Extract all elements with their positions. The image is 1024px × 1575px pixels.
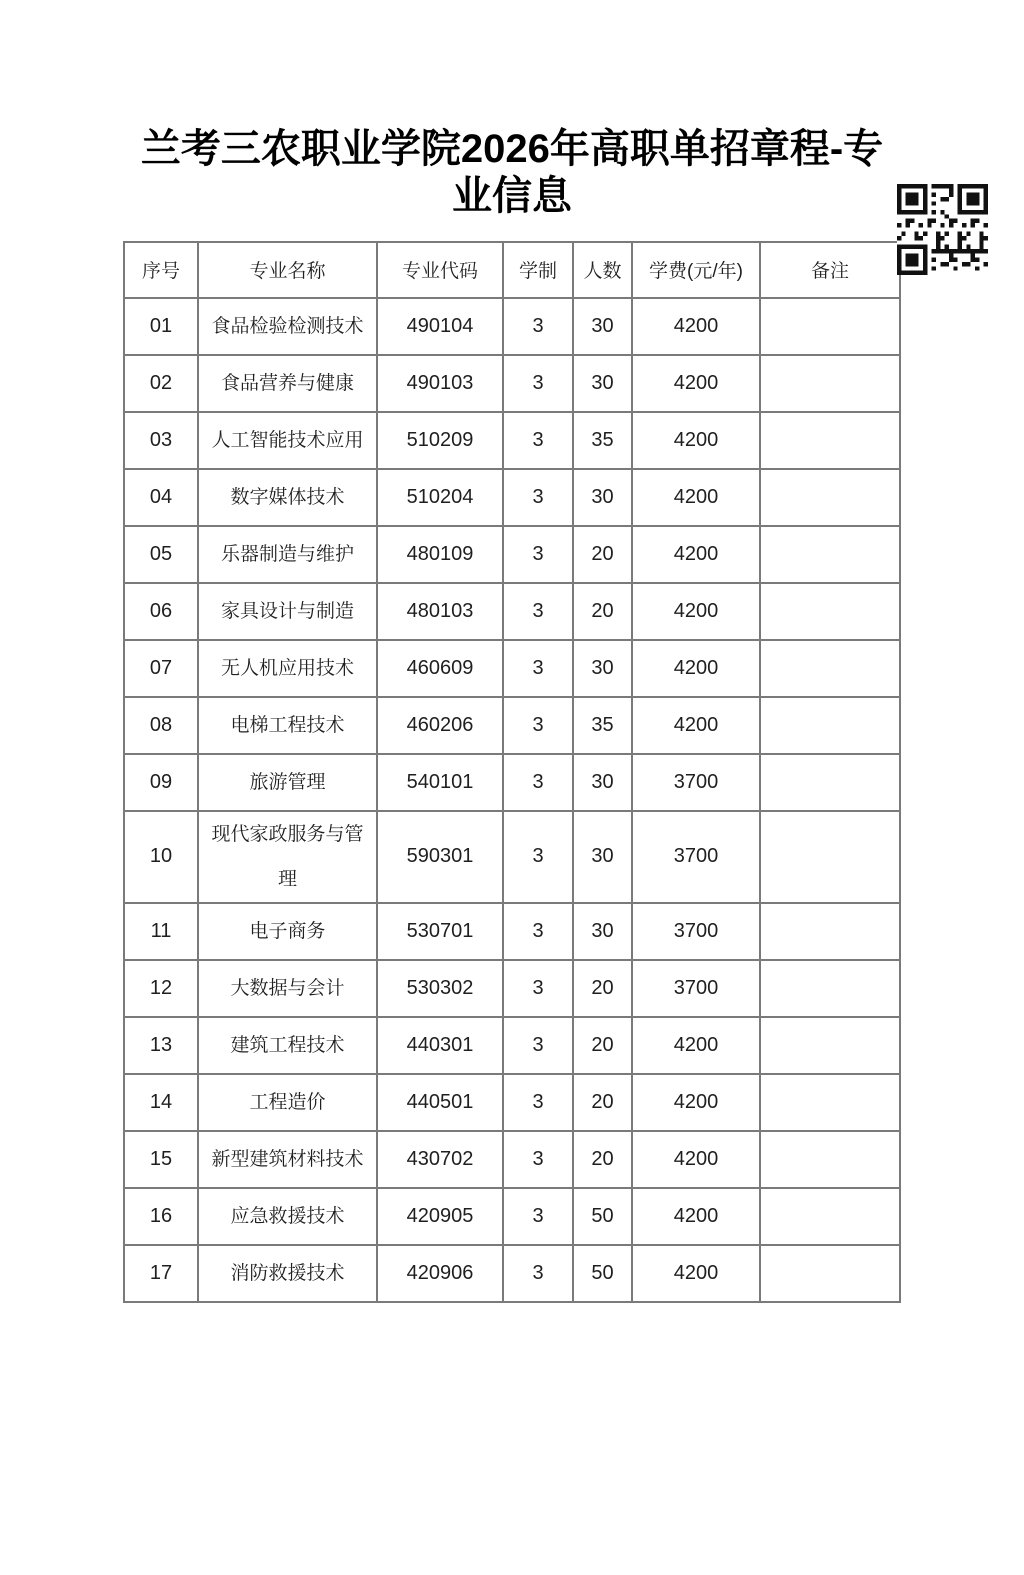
cell-major-code: 440301 (377, 1017, 503, 1074)
cell-major-code: 590301 (377, 811, 503, 903)
cell-enrollment: 20 (573, 960, 632, 1017)
cell-remarks (760, 583, 900, 640)
cell-duration: 3 (503, 640, 573, 697)
cell-duration: 3 (503, 1131, 573, 1188)
cell-remarks (760, 697, 900, 754)
cell-tuition: 4200 (632, 1017, 760, 1074)
cell-enrollment: 30 (573, 298, 632, 355)
cell-remarks (760, 1074, 900, 1131)
cell-major-code: 430702 (377, 1131, 503, 1188)
cell-remarks (760, 811, 900, 903)
cell-major-code: 540101 (377, 754, 503, 811)
cell-enrollment: 35 (573, 697, 632, 754)
cell-major-code: 460609 (377, 640, 503, 697)
cell-duration: 3 (503, 1245, 573, 1302)
cell-duration: 3 (503, 412, 573, 469)
table-row (124, 1245, 900, 1302)
table-row (124, 469, 900, 526)
cell-duration: 3 (503, 697, 573, 754)
cell-duration: 3 (503, 469, 573, 526)
cell-major-code: 420906 (377, 1245, 503, 1302)
cell-remarks (760, 469, 900, 526)
cell-major-code: 490103 (377, 355, 503, 412)
cell-duration: 3 (503, 355, 573, 412)
cell-index: 10 (124, 811, 198, 903)
cell-index: 17 (124, 1245, 198, 1302)
cell-major-name: 工程造价 (198, 1074, 377, 1131)
column-header-remarks: 备注 (760, 242, 900, 298)
cell-duration: 3 (503, 583, 573, 640)
cell-index: 07 (124, 640, 198, 697)
cell-duration: 3 (503, 903, 573, 960)
table-row (124, 960, 900, 1017)
cell-remarks (760, 355, 900, 412)
cell-remarks (760, 1017, 900, 1074)
qr-code-icon (897, 184, 988, 275)
table-row (124, 412, 900, 469)
cell-major-code: 480103 (377, 583, 503, 640)
cell-index: 04 (124, 469, 198, 526)
table-row (124, 526, 900, 583)
cell-enrollment: 20 (573, 583, 632, 640)
table-row (124, 1131, 900, 1188)
cell-duration: 3 (503, 526, 573, 583)
cell-enrollment: 30 (573, 355, 632, 412)
column-header-index: 序号 (124, 242, 198, 298)
cell-tuition: 3700 (632, 903, 760, 960)
cell-major-name: 大数据与会计 (198, 960, 377, 1017)
table-row (124, 1074, 900, 1131)
cell-duration: 3 (503, 960, 573, 1017)
cell-remarks (760, 526, 900, 583)
cell-enrollment: 20 (573, 1131, 632, 1188)
cell-index: 01 (124, 298, 198, 355)
cell-tuition: 3700 (632, 960, 760, 1017)
cell-major-code: 530302 (377, 960, 503, 1017)
cell-major-code: 510209 (377, 412, 503, 469)
cell-major-name: 人工智能技术应用 (198, 412, 377, 469)
cell-major-code: 420905 (377, 1188, 503, 1245)
cell-remarks (760, 903, 900, 960)
cell-enrollment: 50 (573, 1245, 632, 1302)
cell-major-name: 消防救援技术 (198, 1245, 377, 1302)
table-row (124, 754, 900, 811)
cell-major-name: 数字媒体技术 (198, 469, 377, 526)
cell-major-code: 480109 (377, 526, 503, 583)
cell-remarks (760, 1131, 900, 1188)
cell-tuition: 4200 (632, 1131, 760, 1188)
cell-index: 02 (124, 355, 198, 412)
cell-enrollment: 50 (573, 1188, 632, 1245)
header-row (124, 242, 900, 298)
table-row (124, 697, 900, 754)
cell-duration: 3 (503, 754, 573, 811)
cell-index: 15 (124, 1131, 198, 1188)
cell-tuition: 4200 (632, 355, 760, 412)
cell-major-name: 无人机应用技术 (198, 640, 377, 697)
page-title: 兰考三农职业学院2026年高职单招章程-专业信息 (140, 127, 884, 218)
cell-index: 05 (124, 526, 198, 583)
cell-major-code: 490104 (377, 298, 503, 355)
cell-major-code: 440501 (377, 1074, 503, 1131)
cell-major-name: 电梯工程技术 (198, 697, 377, 754)
table-row (124, 903, 900, 960)
cell-major-name: 电子商务 (198, 903, 377, 960)
cell-remarks (760, 412, 900, 469)
cell-index: 09 (124, 754, 198, 811)
cell-major-name: 现代家政服务与管理 (198, 811, 377, 903)
cell-major-name: 新型建筑材料技术 (198, 1131, 377, 1188)
cell-major-code: 530701 (377, 903, 503, 960)
cell-tuition: 4200 (632, 469, 760, 526)
cell-remarks (760, 1188, 900, 1245)
cell-index: 13 (124, 1017, 198, 1074)
cell-tuition: 4200 (632, 583, 760, 640)
column-header-major-code: 专业代码 (377, 242, 503, 298)
cell-enrollment: 35 (573, 412, 632, 469)
cell-enrollment: 30 (573, 469, 632, 526)
cell-index: 08 (124, 697, 198, 754)
cell-tuition: 3700 (632, 811, 760, 903)
majors-table (123, 241, 901, 1303)
cell-tuition: 4200 (632, 1245, 760, 1302)
cell-index: 11 (124, 903, 198, 960)
table-row (124, 583, 900, 640)
cell-major-name: 家具设计与制造 (198, 583, 377, 640)
cell-enrollment: 20 (573, 1074, 632, 1131)
cell-remarks (760, 298, 900, 355)
cell-enrollment: 30 (573, 640, 632, 697)
cell-major-code: 460206 (377, 697, 503, 754)
table-row (124, 355, 900, 412)
page (0, 126, 1024, 1575)
cell-enrollment: 20 (573, 1017, 632, 1074)
cell-index: 16 (124, 1188, 198, 1245)
cell-remarks (760, 640, 900, 697)
column-header-tuition: 学费(元/年) (632, 242, 760, 298)
cell-tuition: 4200 (632, 298, 760, 355)
cell-major-name: 旅游管理 (198, 754, 377, 811)
column-header-enrollment: 人数 (573, 242, 632, 298)
cell-tuition: 4200 (632, 526, 760, 583)
cell-enrollment: 30 (573, 811, 632, 903)
cell-tuition: 3700 (632, 754, 760, 811)
cell-index: 03 (124, 412, 198, 469)
cell-remarks (760, 960, 900, 1017)
cell-duration: 3 (503, 811, 573, 903)
table-row (124, 811, 900, 903)
cell-enrollment: 30 (573, 903, 632, 960)
cell-major-name: 乐器制造与维护 (198, 526, 377, 583)
column-header-duration: 学制 (503, 242, 573, 298)
cell-enrollment: 20 (573, 526, 632, 583)
cell-duration: 3 (503, 298, 573, 355)
cell-index: 12 (124, 960, 198, 1017)
cell-tuition: 4200 (632, 1188, 760, 1245)
cell-index: 14 (124, 1074, 198, 1131)
cell-remarks (760, 1245, 900, 1302)
table-row (124, 640, 900, 697)
cell-major-name: 食品营养与健康 (198, 355, 377, 412)
cell-enrollment: 30 (573, 754, 632, 811)
table-row (124, 1017, 900, 1074)
cell-duration: 3 (503, 1017, 573, 1074)
cell-index: 06 (124, 583, 198, 640)
cell-duration: 3 (503, 1188, 573, 1245)
cell-major-name: 食品检验检测技术 (198, 298, 377, 355)
cell-major-name: 建筑工程技术 (198, 1017, 377, 1074)
cell-major-code: 510204 (377, 469, 503, 526)
cell-duration: 3 (503, 1074, 573, 1131)
cell-major-name: 应急救援技术 (198, 1188, 377, 1245)
column-header-major-name: 专业名称 (198, 242, 377, 298)
cell-remarks (760, 754, 900, 811)
cell-tuition: 4200 (632, 697, 760, 754)
table-row (124, 298, 900, 355)
cell-tuition: 4200 (632, 412, 760, 469)
table-row (124, 1188, 900, 1245)
cell-tuition: 4200 (632, 1074, 760, 1131)
cell-tuition: 4200 (632, 640, 760, 697)
